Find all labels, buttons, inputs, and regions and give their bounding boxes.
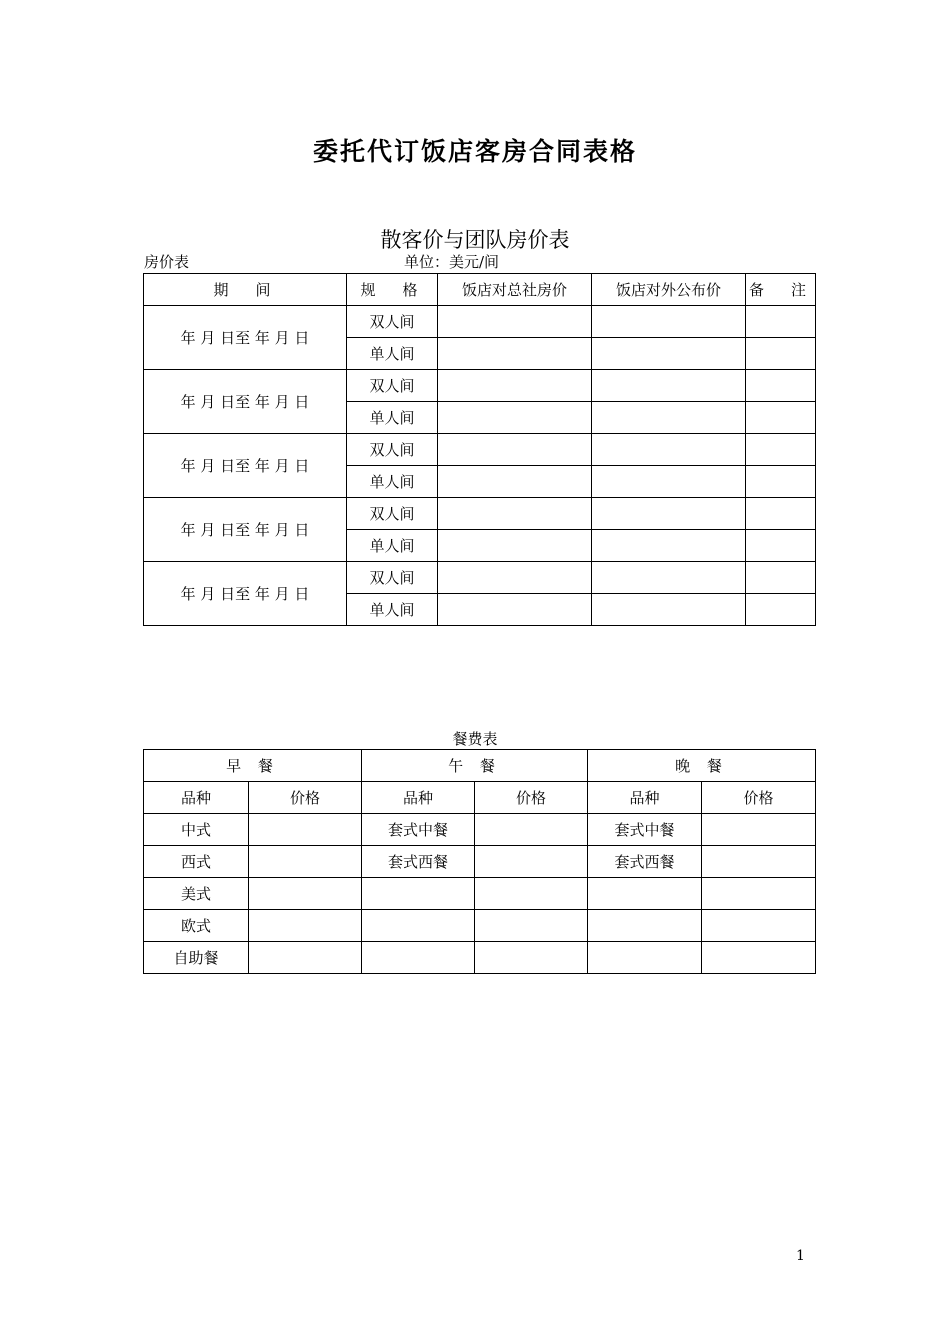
subheader-variety: 品种 <box>588 782 702 814</box>
meal-cell: 套式中餐 <box>362 814 475 846</box>
header-type: 规 格 <box>347 274 438 306</box>
remarks-cell <box>746 306 816 338</box>
agency-rate-cell <box>438 434 592 466</box>
public-rate-cell <box>592 370 746 402</box>
period-cell: 年 月 日至 年 月 日 <box>144 370 347 434</box>
meal-cell <box>588 910 702 942</box>
agency-rate-cell <box>438 498 592 530</box>
meal-cell <box>249 878 362 910</box>
room-type-cell: 双人间 <box>347 498 438 530</box>
header-lunch: 午 餐 <box>362 750 588 782</box>
period-cell: 年 月 日至 年 月 日 <box>144 498 347 562</box>
meal-cell <box>702 878 816 910</box>
room-type-cell: 双人间 <box>347 370 438 402</box>
public-rate-cell <box>592 594 746 626</box>
agency-rate-cell <box>438 530 592 562</box>
public-rate-cell <box>592 338 746 370</box>
period-cell: 年 月 日至 年 月 日 <box>144 306 347 370</box>
header-remarks: 备 注 <box>746 274 816 306</box>
meal-cell <box>249 846 362 878</box>
agency-rate-cell <box>438 306 592 338</box>
room-table-header-row <box>144 274 816 306</box>
subheader-price: 价格 <box>249 782 362 814</box>
meal-cell: 西式 <box>144 846 249 878</box>
room-type-cell: 单人间 <box>347 530 438 562</box>
meal-cell: 中式 <box>144 814 249 846</box>
page-number: 1 <box>796 1248 805 1264</box>
table-row <box>144 814 816 846</box>
remarks-cell <box>746 530 816 562</box>
room-type-cell: 单人间 <box>347 338 438 370</box>
meal-cell: 套式西餐 <box>588 846 702 878</box>
meal-cell: 套式中餐 <box>588 814 702 846</box>
agency-rate-cell <box>438 466 592 498</box>
meal-cell <box>588 942 702 974</box>
remarks-cell <box>746 562 816 594</box>
meal-cell: 套式西餐 <box>362 846 475 878</box>
remarks-cell <box>746 434 816 466</box>
meal-cell <box>475 942 588 974</box>
meal-subheader-row <box>144 782 816 814</box>
meal-cell <box>702 942 816 974</box>
remarks-cell <box>746 594 816 626</box>
public-rate-cell <box>592 402 746 434</box>
meal-cell <box>475 878 588 910</box>
room-type-cell: 单人间 <box>347 402 438 434</box>
room-rate-subtitle: 散客价与团队房价表 <box>380 228 570 252</box>
room-table-unit: 单位：美元/间 <box>404 253 500 271</box>
public-rate-cell <box>592 306 746 338</box>
meal-cell: 自助餐 <box>144 942 249 974</box>
meal-cell: 欧式 <box>144 910 249 942</box>
subheader-variety: 品种 <box>144 782 249 814</box>
header-breakfast: 早 餐 <box>144 750 362 782</box>
meal-cell <box>362 942 475 974</box>
table-row <box>144 434 816 466</box>
public-rate-cell <box>592 466 746 498</box>
remarks-cell <box>746 370 816 402</box>
public-rate-cell <box>592 498 746 530</box>
public-rate-cell <box>592 434 746 466</box>
meal-fee-table <box>143 749 816 974</box>
room-type-cell: 双人间 <box>347 562 438 594</box>
meal-cell <box>362 910 475 942</box>
agency-rate-cell <box>438 370 592 402</box>
table-row <box>144 306 816 338</box>
meal-cell <box>588 878 702 910</box>
subheader-price: 价格 <box>475 782 588 814</box>
room-type-cell: 单人间 <box>347 466 438 498</box>
public-rate-cell <box>592 530 746 562</box>
meal-cell <box>702 814 816 846</box>
agency-rate-cell <box>438 338 592 370</box>
remarks-cell <box>746 466 816 498</box>
meal-cell <box>475 910 588 942</box>
table-row <box>144 498 816 530</box>
agency-rate-cell <box>438 562 592 594</box>
header-period: 期 间 <box>144 274 347 306</box>
table-row <box>144 910 816 942</box>
table-row <box>144 846 816 878</box>
period-cell: 年 月 日至 年 月 日 <box>144 562 347 626</box>
table-row <box>144 942 816 974</box>
meal-cell <box>702 910 816 942</box>
table-row <box>144 562 816 594</box>
header-dinner: 晚 餐 <box>588 750 816 782</box>
meal-cell <box>702 846 816 878</box>
remarks-cell <box>746 402 816 434</box>
meal-cell <box>362 878 475 910</box>
subheader-price: 价格 <box>702 782 816 814</box>
document-title: 委托代订饭店客房合同表格 <box>312 137 637 166</box>
remarks-cell <box>746 338 816 370</box>
room-rate-table <box>143 273 816 626</box>
meal-table-caption: 餐费表 <box>452 730 498 748</box>
meal-cell <box>475 814 588 846</box>
meal-cell <box>249 910 362 942</box>
room-table-caption: 房价表 <box>144 253 190 271</box>
meal-cell <box>249 814 362 846</box>
room-type-cell: 双人间 <box>347 434 438 466</box>
room-type-cell: 双人间 <box>347 306 438 338</box>
header-public-rate: 饭店对外公布价 <box>592 274 746 306</box>
subheader-variety: 品种 <box>362 782 475 814</box>
meal-cell <box>475 846 588 878</box>
meal-cell: 美式 <box>144 878 249 910</box>
header-agency-rate: 饭店对总社房价 <box>438 274 592 306</box>
agency-rate-cell <box>438 402 592 434</box>
period-cell: 年 月 日至 年 月 日 <box>144 434 347 498</box>
public-rate-cell <box>592 562 746 594</box>
table-row <box>144 370 816 402</box>
meal-cell <box>249 942 362 974</box>
table-row <box>144 878 816 910</box>
agency-rate-cell <box>438 594 592 626</box>
meal-group-header-row <box>144 750 816 782</box>
remarks-cell <box>746 498 816 530</box>
room-type-cell: 单人间 <box>347 594 438 626</box>
